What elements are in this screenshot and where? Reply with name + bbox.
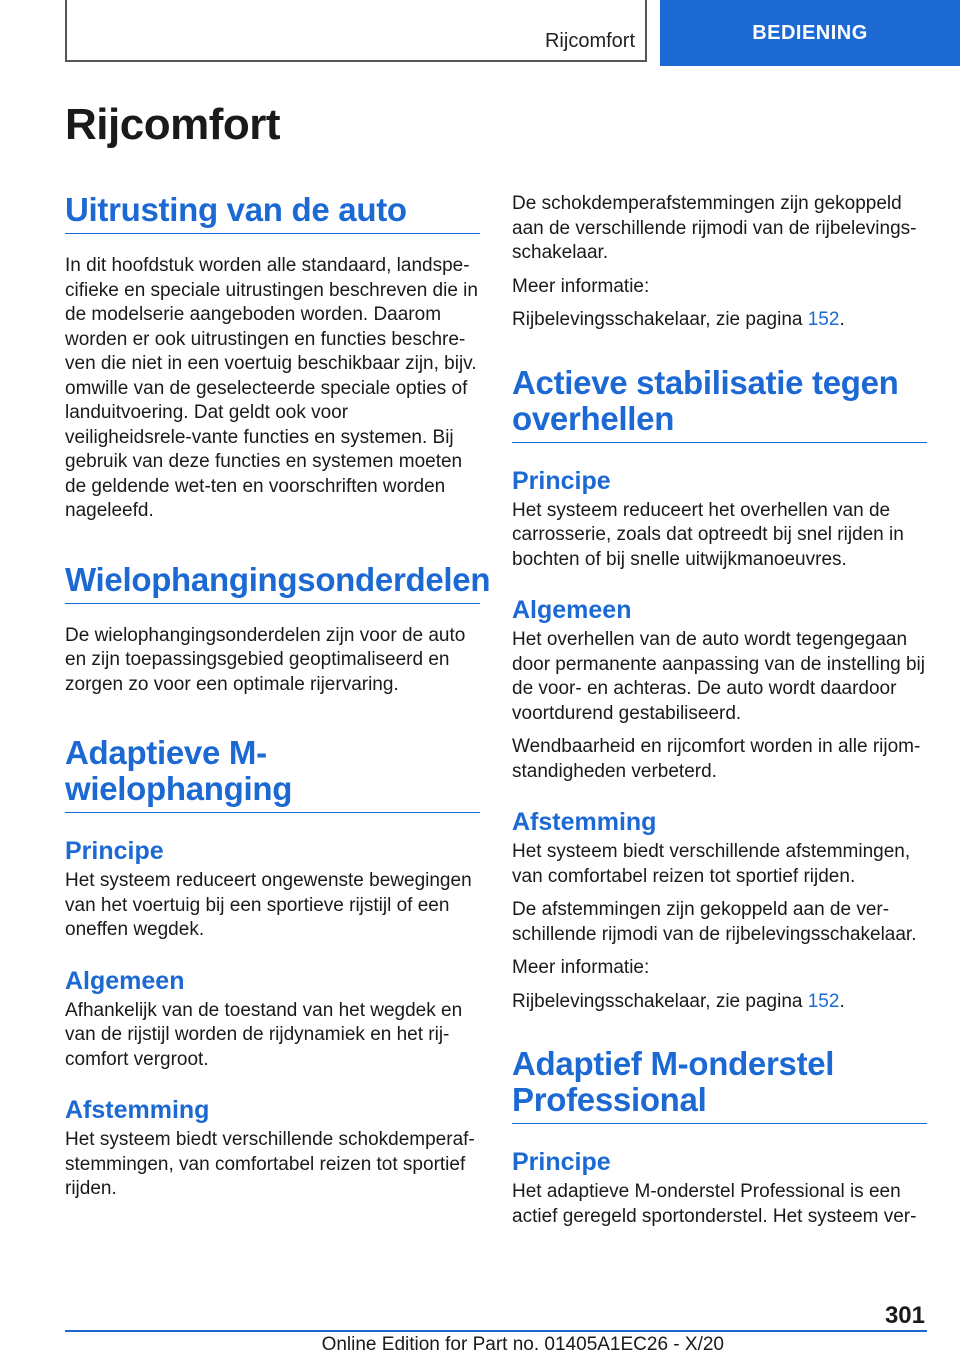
paragraph-reference-2: Rijbelevingsschakelaar, zie pagina 152. — [512, 990, 845, 1012]
paragraph-general: Het overhellen van de auto wordt tegengegaan door permanente aanpassing van de instelling bij de voor- en achteras. De auto wordt daardoor voortdurend gestabiliseerd. — [512, 629, 925, 724]
footer-edition: Online Edition for Part no. 01405A1EC26 - X/20 — [321, 1334, 724, 1355]
subheading-general: Algemeen — [65, 966, 185, 995]
heading-adaptive-m-professional: Adaptief M-onderstel Professional — [512, 1046, 927, 1124]
paragraph-principle-professional: Het adaptieve M-onderstel Professional is een actief geregeld sportonderstel. Het systeem ver- — [512, 1181, 917, 1227]
right-column — [512, 192, 927, 1229]
page-number: 301 — [884, 1302, 925, 1329]
page-link-152[interactable]: 152 — [807, 309, 840, 330]
subheading-principle: Principe — [512, 1148, 611, 1176]
heading-adaptive-suspension: Adaptieve M-wielophanging — [65, 735, 480, 813]
subheading-general: Algemeen — [512, 596, 632, 624]
paragraph-reference-1: Rijbelevingsschakelaar, zie pagina 152. — [512, 309, 845, 330]
reference-text-2: Rijbelevingsschakelaar, zie pagina — [512, 990, 808, 1012]
paragraph-suspension-parts: De wielophangingsonderdelen zijn voor de auto en zijn toepassingsgebied geoptimaliseerd en zorgen zo voor een optimale rijervaring. — [65, 624, 466, 695]
paragraph-more-info-2: Meer informatie: — [512, 957, 650, 978]
paragraph-more-info-1: Meer informatie: — [512, 275, 650, 297]
footer-divider — [65, 1330, 927, 1332]
paragraph-tuning: Het systeem biedt verschillende schokdemperaf-stemmingen, van comfortabel reizen tot sportief rijden. — [65, 1129, 475, 1199]
heading-equipment: Uitrusting van de auto — [65, 192, 480, 234]
reference-text-1: Rijbelevingsschakelaar, zie pagina — [512, 309, 808, 330]
paragraph-equipment: In dit hoofdstuk worden alle standaard, landspe-cifieke en speciale uitrustingen beschreven die in de modelserie aangeboden worden. Daarom worden er ook uitrustingen en functies beschre-ven die niet in een voertuig beschikbaar zijn, bijv. omwille van de geselecteerde speciale opties of landuitvoering. Dat geldt ook voor veiligheidsrele-vante functies en systemen. Bij gebruik van deze functies en systemen moeten de geldende wet-ten en voorschriften worden nageleefd. — [65, 255, 478, 521]
paragraph-tuning-modes: De afstemmingen zijn gekoppeld aan de ver-schillende rijmodi van de rijbelevingsschakelaar. — [512, 899, 917, 945]
paragraph-handling: Wendbaarheid en rijcomfort worden in alle rijom-standigheden verbeterd. — [512, 736, 921, 782]
header-chapter-tab: BEDIENING — [660, 0, 960, 66]
header-section-title: Rijcomfort — [544, 30, 635, 52]
page-title: Rijcomfort — [65, 100, 280, 149]
page-link-152[interactable]: 152 — [807, 990, 840, 1012]
left-column — [65, 191, 491, 1202]
paragraph-principle: Het systeem reduceert het overhellen van de carrosserie, zoals dat optreedt bij snel rijden in bochten of bij snelle uitwijkmanoeuvres. — [512, 499, 904, 570]
subheading-principle: Principe — [512, 466, 611, 495]
paragraph-damper-modes: De schokdemperafstemmingen zijn gekoppeld aan de verschillende rijmodi van de rijbelevings-schakelaar. — [512, 193, 917, 263]
paragraph-principle: Het systeem reduceert ongewenste bewegingen van het voertuig bij een sportieve rijstijl of een oneffen wegdek. — [65, 870, 472, 940]
subheading-tuning: Afstemming — [65, 1096, 210, 1124]
heading-active-roll-stabilisation: Actieve stabilisatie tegen overhellen — [512, 365, 927, 443]
subheading-tuning: Afstemming — [512, 808, 657, 836]
paragraph-general: Afhankelijk van de toestand van het wegdek en van de rijstijl worden de rijdynamiek en het rij-comfort vergroot. — [65, 999, 463, 1070]
subheading-principle: Principe — [65, 837, 164, 865]
heading-suspension-parts: Wielophangingsonderdelen — [65, 562, 480, 604]
paragraph-tuning: Het systeem biedt verschillende afstemmingen, van comfortabel reizen tot sportief rijden. — [512, 841, 911, 887]
